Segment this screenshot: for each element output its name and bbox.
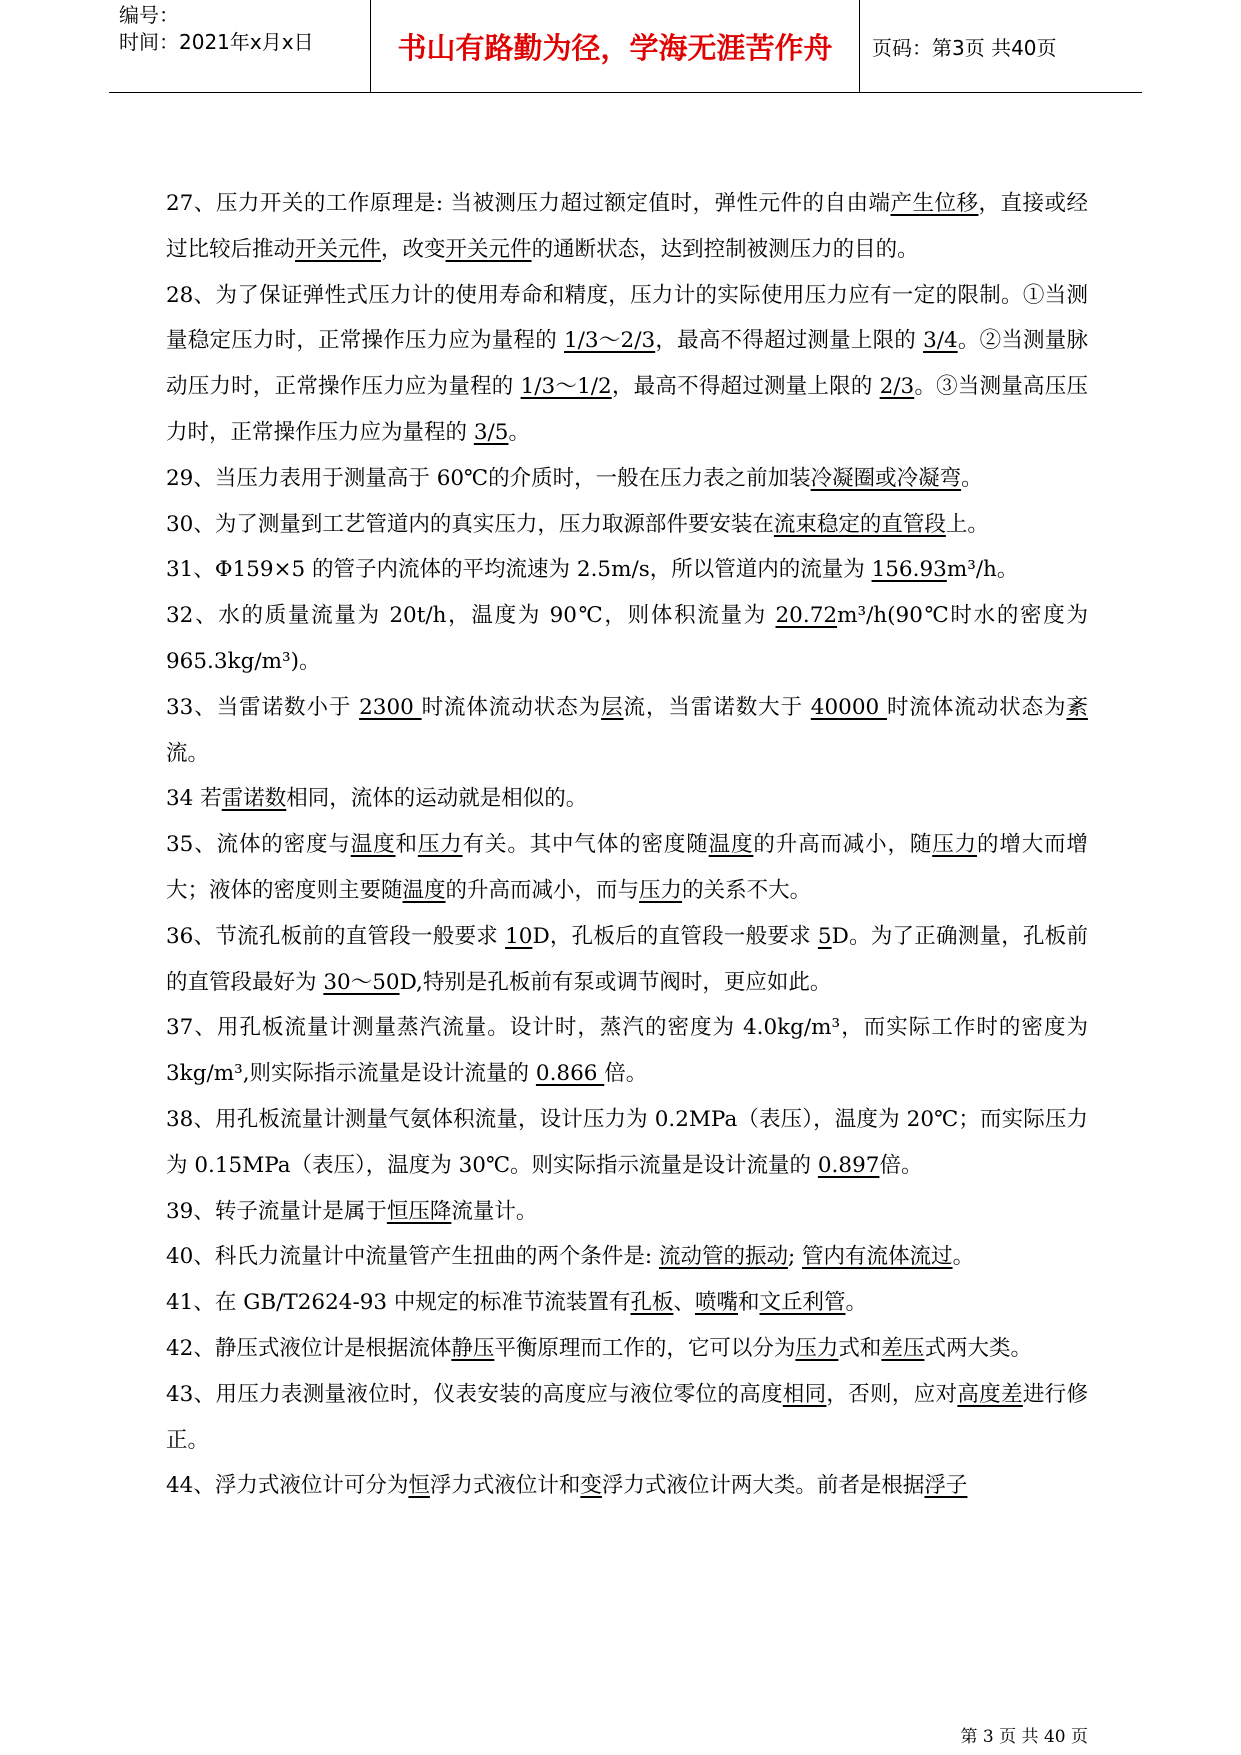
answer-blank: 温度: [708, 832, 754, 858]
paragraph: [166, 273, 1088, 456]
text-run: 、: [673, 1290, 695, 1316]
text-run: 。: [961, 465, 983, 491]
answer-blank: 3/5: [473, 419, 509, 445]
text-run: 的增大而增大；液体的密度则主要随: [166, 832, 1088, 903]
answer-blank: 温度: [350, 832, 396, 858]
text-run: 36、节流孔板前的直管段一般要求: [166, 923, 506, 949]
text-run: 时流体流动状态为: [886, 694, 1067, 720]
answer-blank: 156.93: [871, 557, 947, 583]
text-run: 平衡原理而工作的，它可以分为: [494, 1335, 796, 1361]
answer-blank: 3/4: [923, 328, 958, 354]
document-body: [166, 181, 1088, 1509]
answer-blank: 开关元件: [295, 236, 382, 262]
answer-blank: 相同: [782, 1381, 827, 1407]
answer-blank: 紊: [1066, 694, 1088, 720]
text-run: 31、Φ159×5 的管子内流体的平均流速为 2.5m/s，所以管道内的流量为: [166, 557, 872, 583]
paragraph: [166, 1005, 1088, 1097]
text-run: 。: [952, 1244, 975, 1270]
text-run: 进行修正。: [166, 1381, 1088, 1453]
text-run: D,特别是孔板前有泵或调节阀时，更应如此。: [399, 969, 832, 995]
text-run: 倍。: [604, 1061, 648, 1087]
paragraph: [166, 1097, 1088, 1189]
text-run: ，直接或经过比较后推动: [166, 191, 1088, 262]
answer-blank: 1/3～1/2: [520, 374, 612, 400]
text-run: 33、当雷诺数小于: [166, 694, 360, 720]
answer-blank: 浮子: [924, 1473, 968, 1499]
answer-blank: 开关元件: [445, 236, 532, 262]
answer-blank: 差压: [881, 1335, 925, 1361]
text-run: 的升高而减小，随: [753, 832, 933, 858]
text-run: 34 若: [166, 786, 222, 812]
paragraph: [166, 822, 1088, 914]
paragraph: [166, 1372, 1088, 1464]
text-run: 式两大类。: [924, 1335, 1032, 1361]
answer-blank: 5: [817, 923, 832, 949]
text-run: 倍。: [879, 1152, 923, 1178]
page-header: [109, 0, 1142, 93]
text-run: ，最高不得超过测量上限的: [655, 328, 924, 354]
text-run: 27、压力开关的工作原理是: 当被测压力超过额定值时，弹性元件的自由端: [166, 191, 891, 216]
text-run: D。为了正确测量，孔板前的直管段最好为: [166, 923, 1088, 995]
text-run: 28、为了保证弹性式压力计的使用寿命和精度，压力计的实际使用压力应有一定的限制。①当测量稳定压力时，正常操作压力应为量程的: [166, 282, 1088, 354]
text-run: 上。: [945, 511, 989, 537]
text-run: 35、流体的密度与: [166, 832, 351, 858]
answer-blank: 2300: [359, 694, 422, 720]
answer-blank: 层: [601, 694, 624, 720]
answer-blank: 雷诺数: [221, 786, 287, 812]
answer-blank: 压力: [795, 1335, 839, 1361]
text-run: 38、用孔板流量计测量气氨体积流量，设计压力为 0.2MPa（表压），温度为 20℃；而实际压力为 0.15MPa（表压），温度为 30℃。则实际指示流量是设计流量的: [166, 1106, 1088, 1178]
text-run: 和: [395, 832, 418, 858]
answer-blank: 温度: [402, 877, 446, 903]
text-run: 30、为了测量到工艺管道内的真实压力，压力取源部件要安装在: [166, 511, 774, 537]
paragraph: [166, 1234, 1088, 1280]
answer-blank: 40000: [810, 694, 887, 720]
answer-blank: 变: [580, 1473, 602, 1499]
text-run: m³/h。: [946, 557, 1019, 583]
text-run: 29、当压力表用于测量高于 60℃的介质时，一般在压力表之前加装: [166, 465, 811, 491]
text-run: 39、转子流量计是属于: [166, 1198, 387, 1224]
answer-blank: 高度差: [957, 1381, 1023, 1407]
answer-blank: 1/3～2/3: [564, 328, 656, 354]
answer-blank: 产生位移: [890, 191, 979, 216]
text-run: 浮力式液位计两大类。前者是根据: [601, 1473, 925, 1499]
text-run: 44、浮力式液位计可分为: [166, 1473, 409, 1499]
text-run: 的通断状态，达到控制被测压力的目的。: [531, 236, 919, 262]
paragraph: [166, 502, 1088, 548]
header-motto: 书山有路勤为径，学海无涯苦作舟: [371, 0, 860, 92]
text-run: 。②当测量脉动压力时，正常操作压力应为量程的: [166, 328, 1088, 400]
text-run: 式和: [838, 1335, 882, 1361]
text-run: 43、用压力表测量液位时，仪表安装的高度应与液位零位的高度: [166, 1381, 783, 1407]
answer-blank: 2/3: [879, 374, 915, 400]
answer-blank: 静压: [451, 1335, 495, 1361]
text-run: 的关系不大。: [682, 877, 812, 903]
paragraph: [166, 547, 1088, 593]
text-run: 流。: [166, 740, 210, 766]
text-run: 。: [508, 419, 530, 445]
answer-blank: 压力: [639, 877, 683, 903]
text-run: ，最高不得超过测量上限的: [611, 374, 880, 400]
paragraph: [166, 1280, 1088, 1326]
text-run: ，改变: [381, 236, 446, 262]
answer-blank: 30～50: [323, 969, 400, 995]
text-run: 的升高而减小，而与: [445, 877, 640, 903]
text-run: 。③当测量高压压力时，正常操作压力应为量程的: [166, 374, 1088, 445]
answer-blank: 恒: [408, 1473, 430, 1499]
paragraph: [166, 776, 1088, 822]
answer-blank: 喷嘴: [694, 1290, 738, 1316]
text-run: 42、静压式液位计是根据流体: [166, 1335, 452, 1361]
text-run: ，否则，应对: [826, 1381, 958, 1407]
text-run: 浮力式液位计和: [429, 1473, 581, 1499]
answer-blank: 10: [505, 923, 533, 949]
paragraph: [166, 1189, 1088, 1235]
text-run: 。: [845, 1290, 868, 1316]
paragraph: [166, 1463, 1088, 1509]
answer-blank: 0.897: [817, 1152, 880, 1178]
text-run: 32、水的质量流量为 20t/h，温度为 90℃，则体积流量为: [166, 603, 776, 629]
header-page-number: 页码：第3页 共40页: [872, 35, 1057, 60]
document-date: 时间：2021年x月x日: [119, 30, 314, 54]
text-run: D，孔板后的直管段一般要求: [532, 923, 818, 949]
text-run: 和: [737, 1290, 760, 1316]
answer-blank: 压力: [417, 832, 463, 858]
paragraph: [166, 593, 1088, 685]
text-run: 时流体流动状态为: [421, 694, 602, 720]
text-run: 有关。其中气体的密度随: [462, 832, 709, 858]
paragraph: [166, 914, 1088, 1006]
answer-blank: 流动管的振动: [658, 1244, 788, 1270]
text-run: 相同，流体的运动就是相似的。: [286, 786, 588, 812]
text-run: m³/h(90℃时水的密度为 965.3kg/m³)。: [166, 603, 1088, 674]
answer-blank: 管内有流体流过: [802, 1244, 953, 1270]
text-run: 流量计。: [451, 1198, 538, 1224]
document-number-label: 编号：: [119, 3, 179, 27]
answer-blank: 文丘利管: [759, 1290, 846, 1316]
answer-blank: 冷凝圈或冷凝弯: [810, 465, 962, 491]
page-footer: 第 3 页 共 40 页: [960, 1727, 1088, 1747]
text-run: 37、用孔板流量计测量蒸汽流量。设计时，蒸汽的密度为 4.0kg/m³，而实际工作时的密度为 3kg/m³,则实际指示流量是设计流量的: [166, 1015, 1088, 1087]
paragraph: [166, 1326, 1088, 1372]
text-run: 流，当雷诺数大于: [623, 694, 811, 720]
paragraph: [166, 456, 1088, 502]
answer-blank: 流束稳定的直管段: [773, 511, 946, 537]
answer-blank: 压力: [932, 832, 977, 858]
answer-blank: 20.72: [775, 603, 838, 629]
paragraph: [166, 685, 1088, 777]
header-meta: [109, 0, 371, 92]
answer-blank: 0.866: [535, 1061, 605, 1087]
answer-blank: 恒压降: [386, 1198, 452, 1224]
text-run: ;: [787, 1244, 803, 1270]
answer-blank: 孔板: [630, 1290, 674, 1316]
text-run: 41、在 GB/T2624-93 中规定的标准节流装置有: [166, 1290, 631, 1316]
paragraph: [166, 181, 1088, 273]
text-run: 40、科氏力流量计中流量管产生扭曲的两个条件是:: [166, 1244, 659, 1270]
